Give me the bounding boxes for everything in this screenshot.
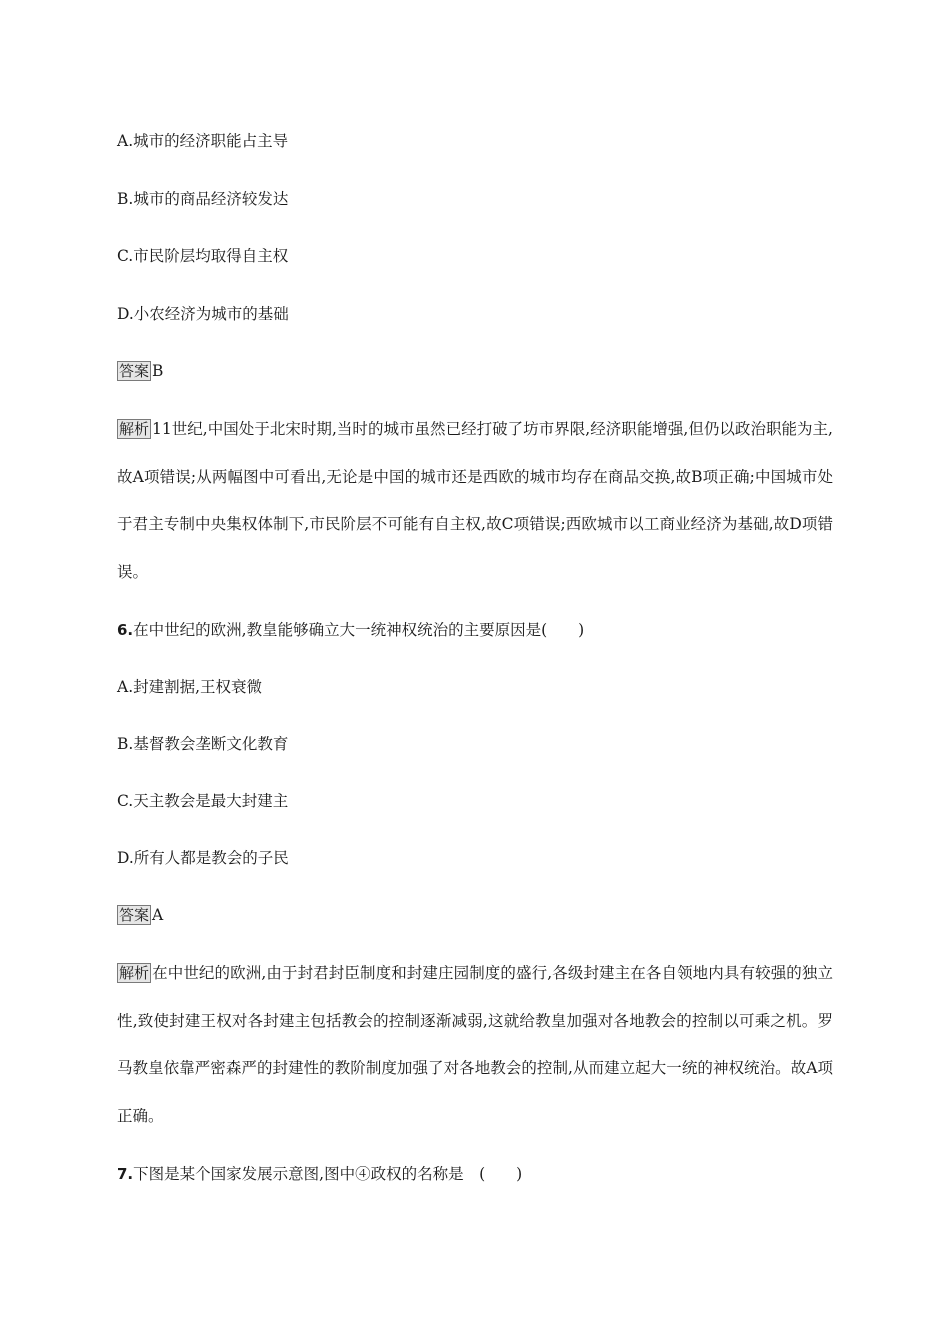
q6-option-c: C.天主教会是最大封建主 (117, 792, 289, 810)
q6-option-d: D.所有人都是教会的子民 (117, 849, 289, 867)
answer-tag: 答案 (119, 906, 150, 924)
q6-stem (117, 620, 584, 640)
q5-option-b: B.城市的商品经济较发达 (117, 190, 289, 208)
q6-stem-text: 在中世纪的欧洲,教皇能够确立大一统神权统治的主要原因是( ) (133, 621, 585, 639)
q5-option-a: A.城市的经济职能占主导 (117, 132, 289, 150)
analysis-tag: 解析 (119, 420, 150, 438)
q5-answer (117, 361, 163, 381)
q6-option-b: B.基督教会垄断文化教育 (117, 735, 289, 753)
answer-tag: 答案 (119, 362, 150, 380)
q5-option-c: C.市民阶层均取得自主权 (117, 247, 289, 265)
q6-answer (117, 905, 163, 925)
q7-stem (117, 1164, 522, 1184)
q6-option-a: A.封建割据,王权衰微 (117, 678, 263, 696)
q5-option-d: D.小农经济为城市的基础 (117, 305, 289, 323)
q5-analysis-text: 11世纪,中国处于北宋时期,当时的城市虽然已经打破了坊市界限,经济职能增强,但仍以政治职能为主,故A项错误;从两幅图中可看出,无论是中国的城市还是西欧的城市均存在商品交换,故B项正确;中国城市处于君主专制中央集权体制下,市民阶层不可能有自主权,故C项错误;西欧城市以工商业经济为基础,故D项错误。 (117, 420, 833, 581)
analysis-tag: 解析 (119, 964, 150, 982)
q6-analysis-text: 在中世纪的欧洲,由于封君封臣制度和封建庄园制度的盛行,各级封建主在各自领地内具有较强的独立性,致使封建王权对各封建主包括教会的控制逐渐减弱,这就给教皇加强对各地教会的控制以可乘之机。罗马教皇依靠严密森严的封建性的教阶制度加强了对各地教会的控制,从而建立起大一统的神权统治。故A项正确。 (117, 964, 833, 1125)
q5-analysis (117, 406, 833, 596)
q7-stem-text: 下图是某个国家发展示意图,图中④政权的名称是 ( ) (133, 1165, 523, 1183)
q7-number: 7. (117, 1165, 134, 1183)
q6-analysis (117, 950, 833, 1140)
q5-answer-value: B (152, 362, 164, 380)
q6-answer-value: A (152, 906, 164, 924)
q6-number: 6. (117, 621, 134, 639)
